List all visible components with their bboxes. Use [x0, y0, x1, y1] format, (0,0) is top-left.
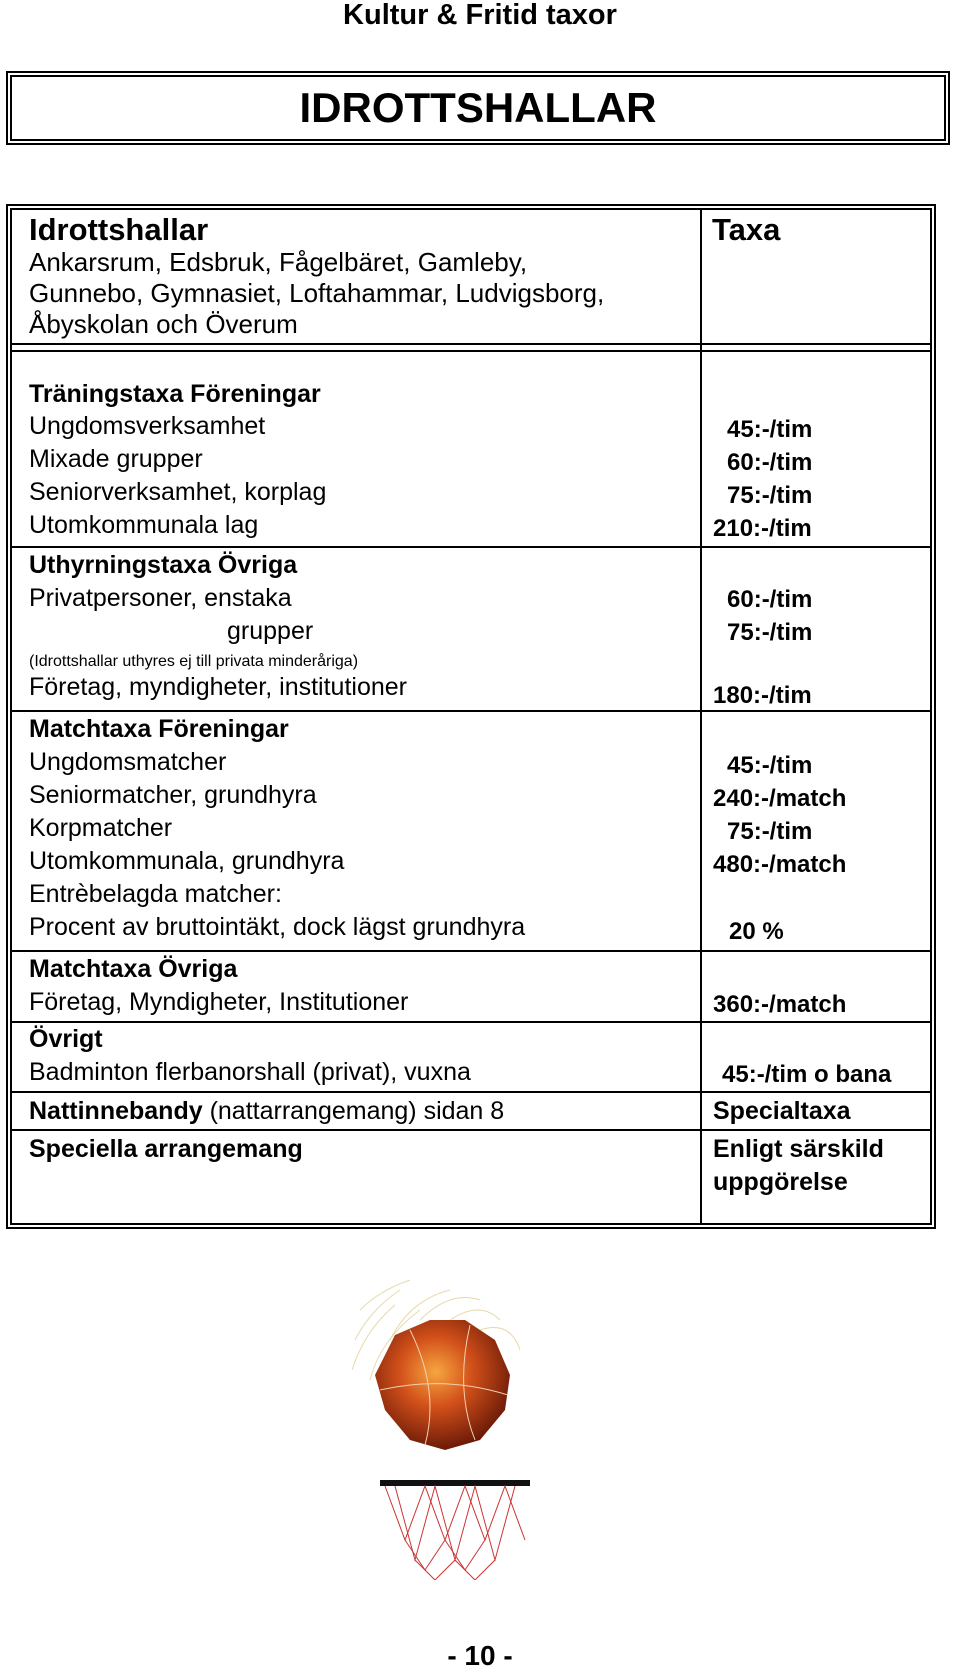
s7-price: uppgörelse [713, 1168, 848, 1196]
s1-item: Utomkommunala lag [29, 511, 259, 539]
s2-title: Uthyrningstaxa Övriga [29, 551, 298, 579]
page-title: IDROTTSHALLAR [299, 84, 657, 131]
location-line-2: Gunnebo, Gymnasiet, Loftahammar, Ludvigsborg, [29, 278, 605, 308]
s2-price: 60:-/tim [727, 586, 813, 613]
s4-item: Företag, Myndigheter, Institutioner [29, 988, 409, 1016]
heading-left: Idrottshallar [29, 212, 209, 247]
s6-item [29, 1097, 504, 1126]
basketball-illustration [350, 1280, 550, 1580]
s1-price: 210:-/tim [713, 515, 812, 542]
s3-item: Ungdomsmatcher [29, 748, 227, 776]
s2-note: (Idrottshallar uthyres ej till privata minderåriga) [29, 653, 359, 670]
column-divider [700, 210, 702, 1223]
s3-item: Seniormatcher, grundhyra [29, 781, 317, 809]
s1-price: 45:-/tim [727, 416, 813, 443]
location-line-1: Ankarsrum, Edsbruk, Fågelbäret, Gamleby, [29, 247, 528, 277]
s1-price: 60:-/tim [727, 449, 813, 476]
s5-item: Badminton flerbanorshall (privat), vuxna [29, 1058, 471, 1086]
heading-right: Taxa [712, 212, 781, 247]
s3-price: 240:-/match [713, 785, 847, 812]
s3-price: 480:-/match [713, 851, 847, 878]
s5-price: 45:-/tim o bana [722, 1061, 892, 1088]
basket-net-icon [380, 1480, 530, 1580]
divider [12, 1129, 930, 1131]
s7-title: Speciella arrangemang [29, 1135, 303, 1163]
s3-item: Procent av bruttointäkt, dock lägst grundhyra [29, 913, 526, 941]
divider [12, 546, 930, 548]
s2-item: grupper [227, 617, 314, 645]
s6-bold: Nattinnebandy [29, 1097, 203, 1125]
s4-title: Matchtaxa Övriga [29, 955, 238, 983]
tariff-table [6, 204, 936, 1229]
s3-item: Korpmatcher [29, 814, 173, 842]
s3-title: Matchtaxa Föreningar [29, 715, 289, 743]
s1-item: Ungdomsverksamhet [29, 412, 266, 440]
s2-price: 180:-/tim [713, 682, 812, 709]
page-number: - 10 - [447, 1640, 513, 1671]
location-line-3: Åbyskolan och Överum [29, 309, 298, 339]
s4-price: 360:-/match [713, 991, 847, 1018]
divider [12, 1021, 930, 1023]
s3-price: 20 % [729, 918, 784, 945]
s6-price: Specialtaxa [713, 1097, 851, 1125]
s3-item: Utomkommunala, grundhyra [29, 847, 345, 875]
s2-price: 75:-/tim [727, 619, 813, 646]
basketball-icon [375, 1320, 510, 1450]
s5-title: Övrigt [29, 1025, 103, 1053]
s1-price: 75:-/tim [727, 482, 813, 509]
s3-price: 75:-/tim [727, 818, 813, 845]
page-header: Kultur & Fritid taxor [343, 0, 617, 31]
s3-price: 45:-/tim [727, 752, 813, 779]
s2-item: Företag, myndigheter, institutioner [29, 673, 407, 701]
s6-rest: (nattarrangemang) sidan 8 [202, 1097, 505, 1125]
s7-price: Enligt särskild [713, 1135, 884, 1163]
divider [12, 350, 930, 352]
divider [12, 950, 930, 952]
s1-title: Träningstaxa Föreningar [29, 380, 321, 408]
s1-item: Seniorverksamhet, korplag [29, 478, 327, 506]
title-box [6, 71, 950, 145]
divider [12, 710, 930, 712]
s3-item: Entrèbelagda matcher: [29, 880, 282, 908]
s2-item: Privatpersoner, enstaka [29, 584, 292, 612]
divider [12, 1091, 930, 1093]
divider [12, 343, 930, 345]
s1-item: Mixade grupper [29, 445, 203, 473]
